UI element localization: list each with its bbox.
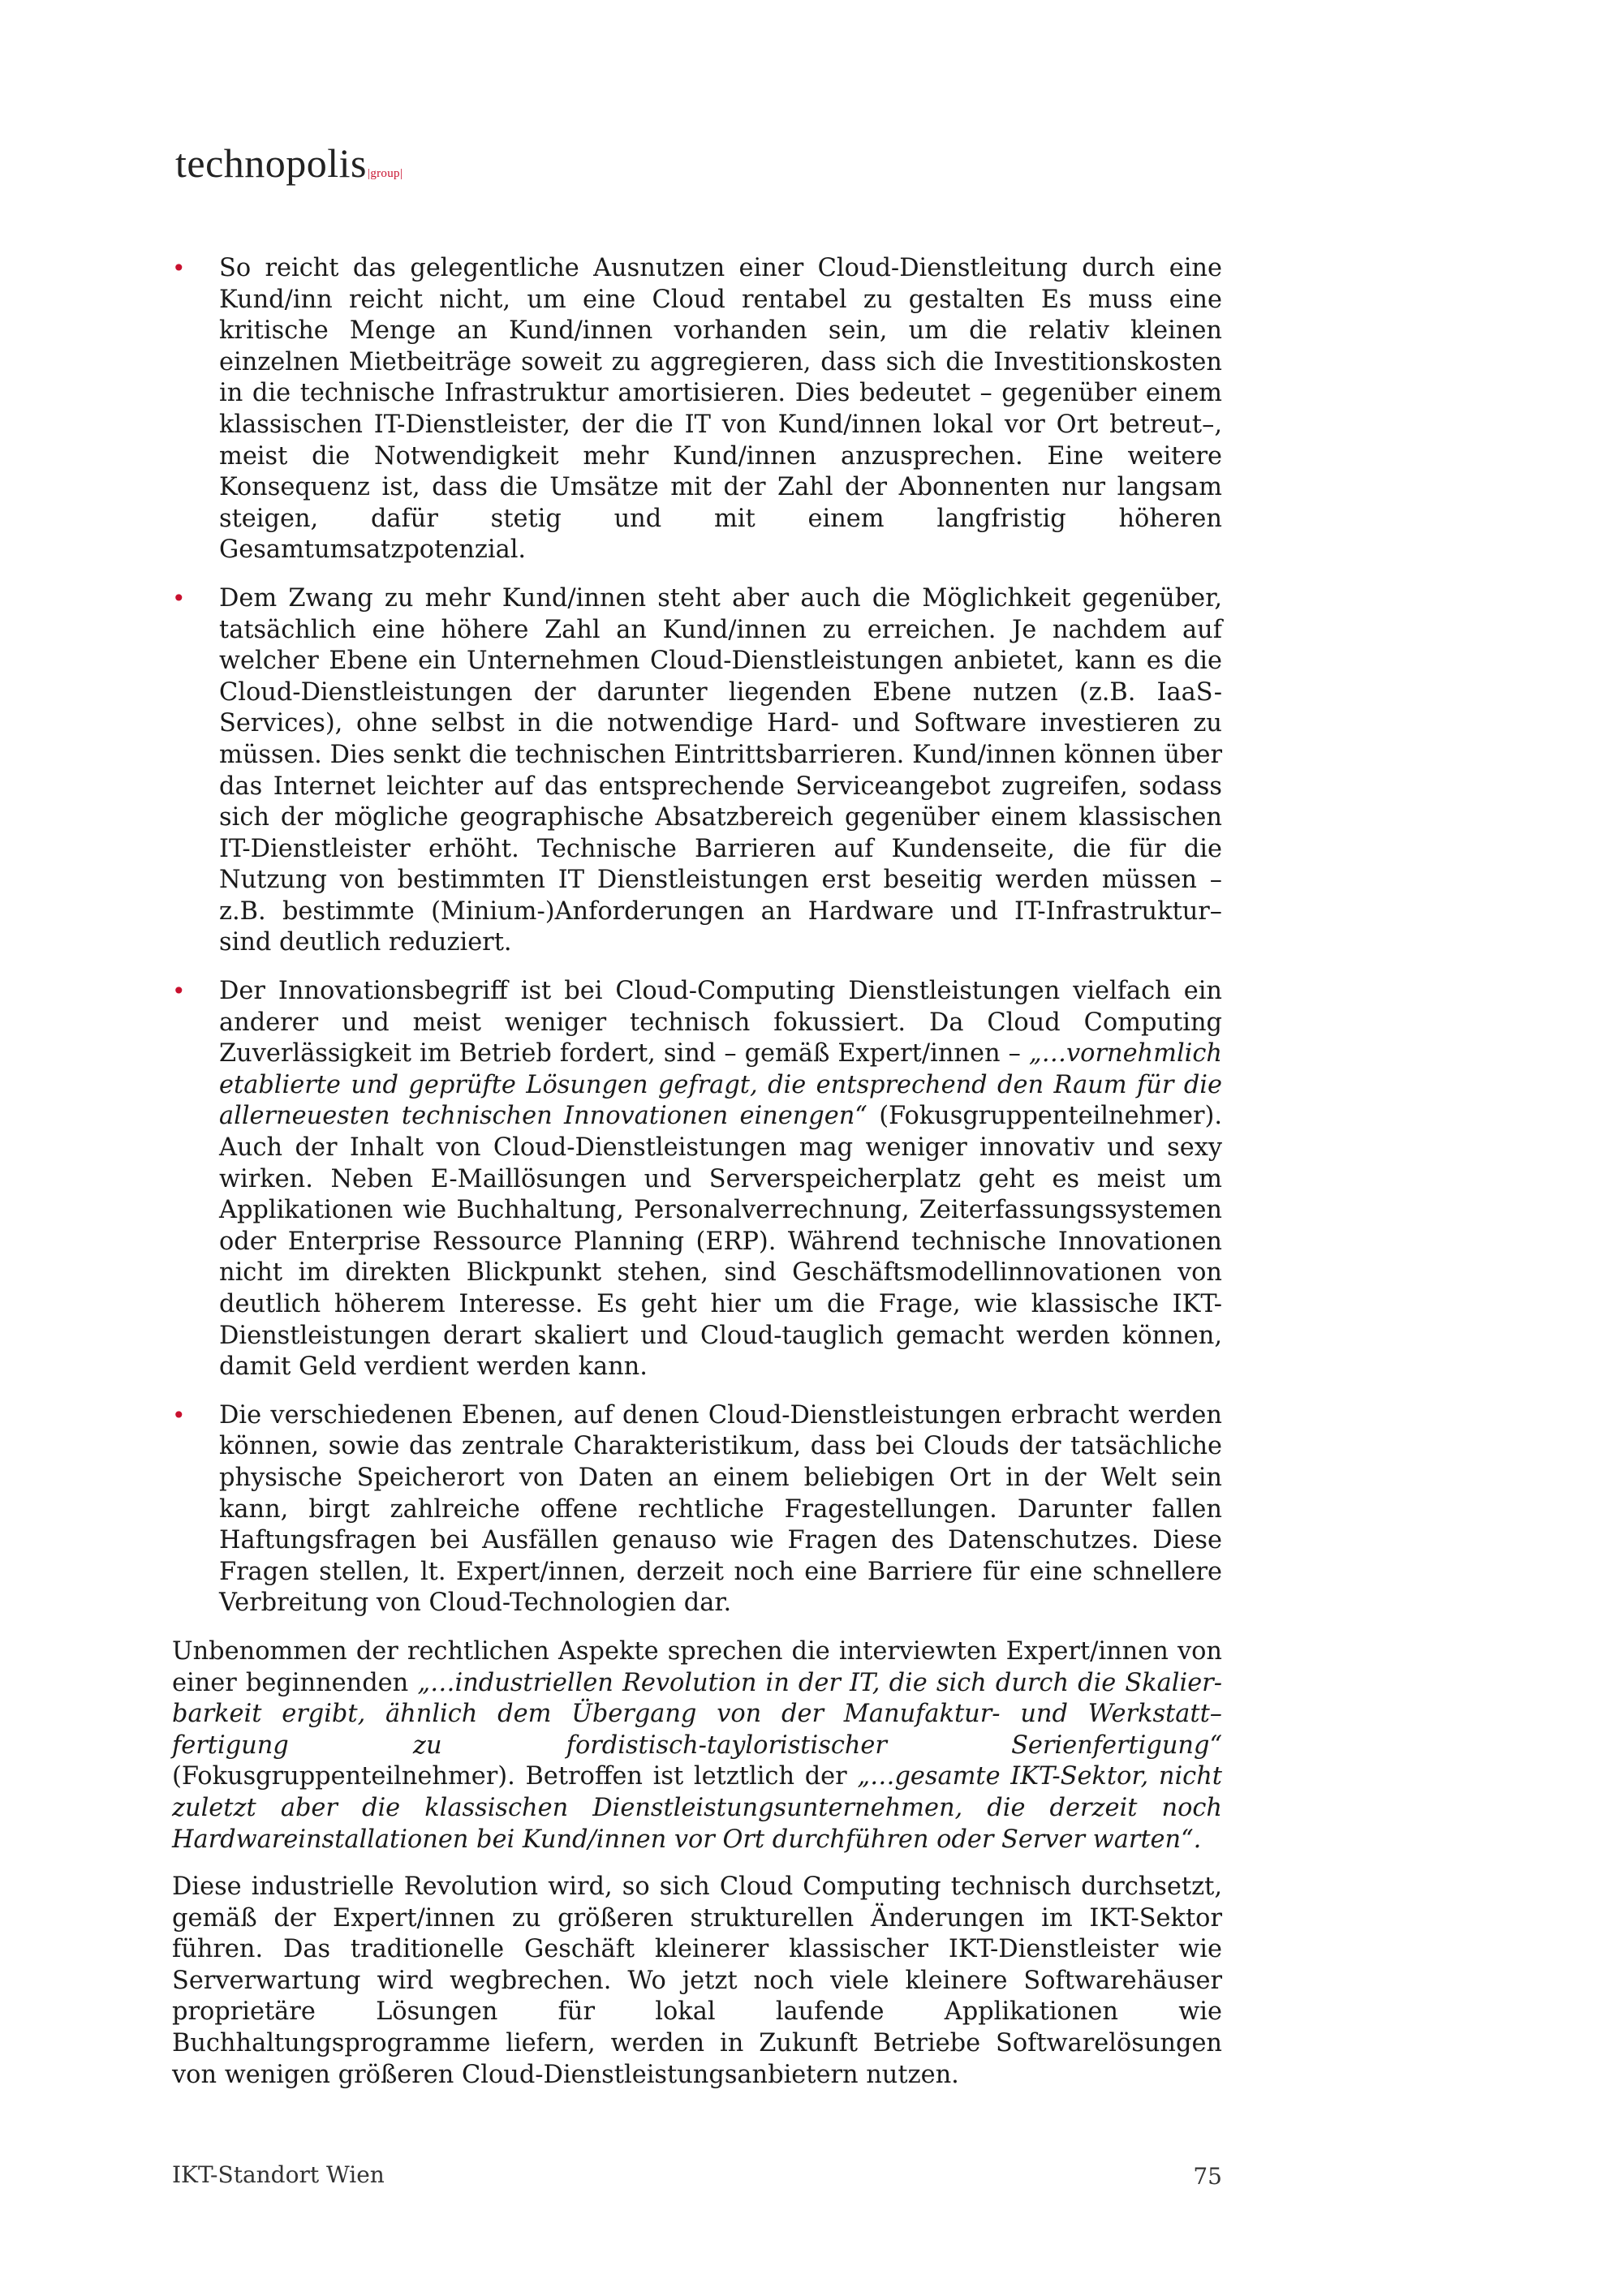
quote-text: „…vornehmlich etablierte und geprüfte Lösungen gefragt, die entsprechend den Raum für die allerneuesten technischen Innovationen einengen“ [219,1039,1222,1131]
bullet-dot-icon: • [172,978,186,1005]
text-run: (Fokusgruppenteilnehmer). Auch der Inhalt von Cloud-Dienstleistungen mag weniger innovativ und sexy wirken. Neben E-Maillösungen und Serverspeicherplatz geht es meist um Applikationen wie Buchhaltung, Personalverrechnung, Zeiterfassungssystemen oder Enterprise Ressource Planning (ERP). Während technische Innovationen nicht im direkten Blickpunkt stehen, sind Geschäftsmodellinnovationen von deutlich höherem Interesse. Es geht hier um die Frage, wie klassische IKT-Dienstleistungen derart skaliert und Cloud-tauglich gemacht werden können, damit Geld verdient werden kann. [219,1102,1222,1382]
bullet-dot-icon: • [172,1401,186,1429]
text-run: Der Innovationsbegriff ist bei Cloud-Computing Dienstleistungen vielfach ein anderer und meist weniger technisch fokussiert. Da Cloud Computing Zuverlässigkeit im Betrieb fordert, sind – gemäß Expert/innen – [219,977,1222,1068]
quote-text: „…gesamte IKT-Sektor, nicht zuletzt aber die klassischen Dienstleistungsunternehmen, die derzeit noch Hardwareinstallationen bei Kund/innen vor Ort durchführen oder Server warten“. [172,1762,1222,1854]
text-run: Dem Zwang zu mehr Kund/innen steht aber auch die Möglichkeit gegenüber, tatsächlich eine höhere Zahl an Kund/innen zu erreichen. Je nachdem auf welcher Ebene ein Unternehmen Cloud-Dienstleistungen anbietet, kann es die Cloud-Dienstleistungen der darunter liegenden Ebene nutzen (z.B. IaaS-Services), ohne selbst in die notwendige Hard- und Software investieren zu müssen. Dies senkt die technischen Eintrittsbarrieren. Kund/innen können über das Internet leichter auf das entsprechende Serviceangebot zugreifen, sodass sich der mögliche geographische Absatzbereich gegenüber einem klassischen IT-Dienstleister erhöht. Technische Barrieren auf Kundenseite, die für die Nutzung von bestimmten IT Dienstleistungen erst beseitig werden müssen – z.B. bestimmte (Minium-)Anforderungen an Hardware und IT-Infrastruktur– sind deutlich reduziert. [219,583,1222,957]
page-body [172,253,1222,2107]
bullet-text [219,1400,1222,1619]
text-run: Unbenommen der rechtlichen Aspekte sprechen die interviewten Expert/innen von einer beginnenden [172,1636,1222,1697]
body-paragraph [172,1636,1222,1855]
bullet-item [172,583,1222,959]
page-number: 75 [1193,2163,1222,2190]
quote-text: „…industriellen Revolution in der IT, die sich durch die Skalierbarkeit ergibt, ähnlich dem Übergang von der Manufaktur- und Werkstatt–fertigung zu fordistisch-tayloristischer Serienfertigung“ [172,1668,1222,1760]
body-paragraph [172,1872,1222,2091]
bullet-list [172,253,1222,1619]
company-logo [175,140,403,187]
logo-wordmark: technopolis [175,140,368,186]
text-run: So reicht das gelegentliche Ausnutzen einer Cloud-Dienstleitung durch eine Kund/inn reicht nicht, um eine Cloud rentabel zu gestalten Es muss eine kritische Menge an Kund/innen vorhanden sein, um die relativ kleinen einzelnen Mietbeiträge soweit zu aggregieren, dass sich die Investitionskosten in die technische Infrastruktur amortisieren. Dies bedeutet – gegenüber einem klassischen IT-Dienstleister, der die IT von Kund/innen lokal vor Ort betreut–, meist die Notwendigkeit mehr Kund/innen anzusprechen. Eine weitere Konsequenz ist, dass die Umsätze mit der Zahl der Abonnenten nur langsam steigen, dafür stetig und mit einem langfristig höheren Gesamtumsatzpotenzial. [219,254,1222,565]
bullet-text [219,583,1222,959]
bullet-dot-icon: • [172,255,186,282]
bullet-text [219,253,1222,566]
footer-document-title: IKT-Standort Wien [172,2161,385,2188]
logo-group-tag: |group| [368,167,403,180]
text-run: Diese industrielle Revolution wird, so sich Cloud Computing technisch durchsetzt, gemäß der Expert/innen zu größeren strukturellen Änderungen im IKT-Sektor führen. Das traditionelle Geschäft kleinerer klassischer IKT-Dienstleister wie Serverwartung wird wegbrechen. Wo jetzt noch viele kleinere Softwarehäuser proprietäre Lösungen für lokal laufende Applikationen wie Buchhaltungsprogramme liefern, werden in Zukunft Betriebe Softwarelösungen von wenigen größeren Cloud-Dienstleistungsanbietern nutzen. [172,1872,1222,2089]
bullet-item [172,253,1222,566]
bullet-item [172,976,1222,1383]
text-run: (Fokusgruppenteilnehmer). Betroffen ist letztlich der [172,1762,858,1791]
text-run: Die verschiedenen Ebenen, auf denen Cloud-Dienstleistungen erbracht werden können, sowie das zentrale Charakteristikum, dass bei Clouds der tatsächliche physische Speicherort von Daten an einem beliebigen Ort in der Welt sein kann, birgt zahlreiche offene rechtliche Fragestellungen. Darunter fallen Haftungsfragen bei Ausfällen genauso wie Fragen des Datenschutzes. Diese Fragen stellen, lt. Expert/innen, derzeit noch eine Barriere für eine schnellere Verbreitung von Cloud-Technologien dar. [219,1400,1222,1618]
bullet-item [172,1400,1222,1619]
bullet-text [219,976,1222,1383]
bullet-dot-icon: • [172,584,186,612]
